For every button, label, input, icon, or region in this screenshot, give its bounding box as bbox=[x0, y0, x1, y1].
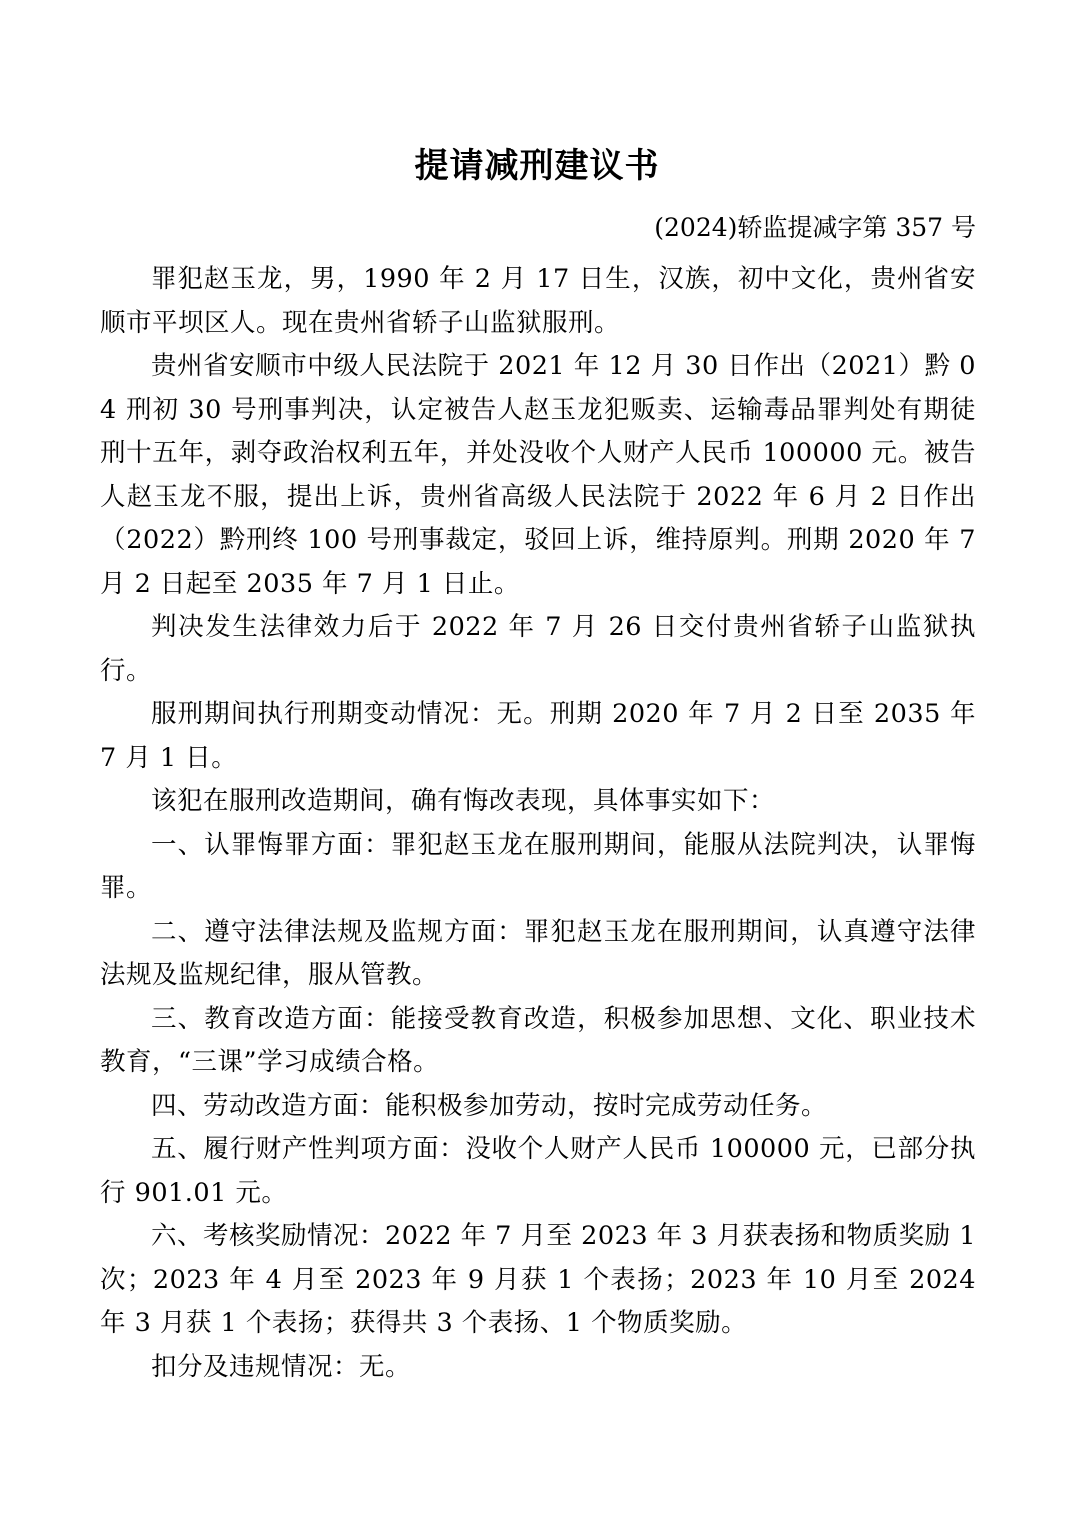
document-number: (2024)轿监提减字第 357 号 bbox=[654, 213, 976, 242]
paragraph-property: 五、履行财产性判项方面：没收个人财产人民币 100000 元，已部分执行 901.01 元。 bbox=[100, 1134, 976, 1208]
paragraph-execution: 判决发生法律效力后于 2022 年 7 月 26 日交付贵州省轿子山监狱执行。 bbox=[100, 612, 976, 686]
paragraph-rewards: 六、考核奖励情况：2022 年 7 月至 2023 年 3 月获表扬和物质奖励 1 次；2023 年 4 月至 2023 年 9 月获 1 个表扬；2023 年 10 月至 2024 年 3 月获 1 个表扬；获得共 3 个表扬、1 个物质奖励。 bbox=[100, 1221, 976, 1338]
paragraph-sentence-change: 服刑期间执行刑期变动情况：无。刑期 2020 年 7 月 2 日至 2035 年 7 月 1 日。 bbox=[100, 699, 976, 773]
paragraph-education: 三、教育改造方面：能接受教育改造，积极参加思想、文化、职业技术教育，“三课”学习成绩合格。 bbox=[100, 1003, 976, 1077]
document-body bbox=[100, 258, 976, 1389]
document-title: 提请减刑建议书 bbox=[414, 146, 660, 186]
paragraph-labor: 四、劳动改造方面：能积极参加劳动，按时完成劳动任务。 bbox=[151, 1090, 828, 1121]
paragraph-judgment: 贵州省安顺市中级人民法院于 2021 年 12 月 30 日作出（2021）黔 04 刑初 30 号刑事判决，认定被告人赵玉龙犯贩卖、运输毒品罪判处有期徒刑十五年，剥夺政治权利五年，并处没收个人财产人民币 100000 元。被告人赵玉龙不服，提出上诉，贵州省高级人民法院于 2022 年 6 月 2 日作出（2022）黔刑终 100 号刑事裁定，驳回上诉，维持原判。刑期 2020 年 7 月 2 日起至 2035 年 7 月 1 日止。 bbox=[100, 351, 976, 599]
paragraph-repentance-intro: 该犯在服刑改造期间，确有悔改表现，具体事实如下： bbox=[151, 786, 776, 816]
paragraph-law-abiding: 二、遵守法律法规及监规方面：罪犯赵玉龙在服刑期间，认真遵守法律法规及监规纪律，服从管教。 bbox=[100, 916, 976, 990]
paragraph-violations: 扣分及违规情况：无。 bbox=[151, 1351, 412, 1382]
paragraph-confession: 一、认罪悔罪方面：罪犯赵玉龙在服刑期间，能服从法院判决，认罪悔罪。 bbox=[100, 829, 976, 903]
paragraph-criminal-info: 罪犯赵玉龙，男，1990 年 2 月 17 日生，汉族，初中文化，贵州省安顺市平坝区人。现在贵州省轿子山监狱服刑。 bbox=[100, 264, 976, 338]
